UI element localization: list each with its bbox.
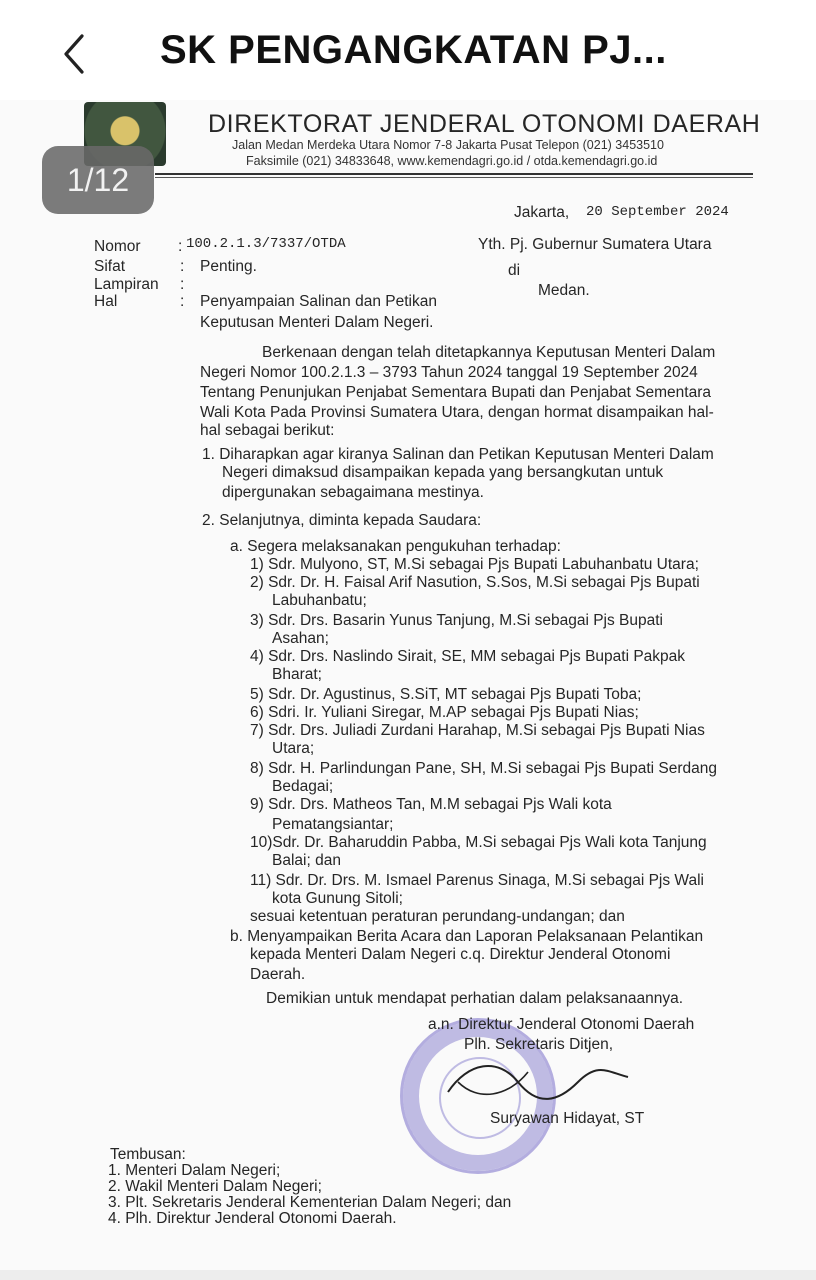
nomor-value: 100.2.1.3/7337/OTDA (186, 236, 346, 252)
recipient-city: Medan. (538, 282, 590, 299)
nomor-label: Nomor (94, 238, 141, 255)
bottom-edge (0, 1270, 816, 1280)
list-item: 4) Sdr. Drs. Naslindo Sirait, SE, MM sebagai Pjs Bupati Pakpak (250, 648, 686, 665)
body-line: hal sebagai berikut: (200, 422, 335, 439)
signature-position: Plh. Sekretaris Ditjen, (464, 1036, 614, 1053)
list-item: Labuhanbatu; (272, 592, 367, 609)
tembusan-item: 1. Menteri Dalam Negeri; (108, 1162, 281, 1179)
letterhead-divider-thin (155, 177, 753, 178)
list-item: kepada Menteri Dalam Negeri c.q. Direktur Jenderal Otonomi (250, 946, 671, 963)
tembusan-item: 3. Plt. Sekretaris Jenderal Kementerian Dalam Negeri; dan (108, 1194, 512, 1211)
document-title: SK PENGANGKATAN PJ... (160, 28, 667, 72)
list-item: Asahan; (272, 630, 329, 647)
app-bar (0, 0, 816, 100)
letterhead-address: Jalan Medan Merdeka Utara Nomor 7-8 Jakarta Pusat Telepon (021) 3453510 (232, 138, 664, 152)
sifat-label: Sifat (94, 258, 126, 275)
list-item: 2) Sdr. Dr. H. Faisal Arif Nasution, S.Sos, M.Si sebagai Pjs Bupati (250, 574, 700, 591)
lampiran-label: Lampiran (94, 276, 159, 293)
list-item: 6) Sdri. Ir. Yuliani Siregar, M.AP sebagai Pjs Bupati Nias; (250, 704, 639, 721)
list-item: a. Segera melaksanakan pengukuhan terhadap: (230, 538, 561, 555)
list-item: 2. Selanjutnya, diminta kepada Saudara: (202, 512, 482, 529)
list-item: kota Gunung Sitoli; (272, 890, 403, 907)
tembusan-item: 4. Plh. Direktur Jenderal Otonomi Daerah. (108, 1210, 397, 1227)
body-line: Wali Kota Pada Provinsi Sumatera Utara, dengan hormat disampaikan hal- (200, 404, 714, 421)
hal-value: Keputusan Menteri Dalam Negeri. (200, 314, 434, 331)
list-item: Bharat; (272, 666, 322, 683)
colon: : (180, 258, 185, 275)
list-item: dipergunakan sebagaimana mestinya. (222, 484, 484, 501)
colon: : (180, 276, 185, 293)
list-item: 9) Sdr. Drs. Matheos Tan, M.M sebagai Pjs Wali kota (250, 796, 612, 813)
list-item: Utara; (272, 740, 315, 757)
body-line: Negeri Nomor 100.2.1.3 – 3793 Tahun 2024 tanggal 19 September 2024 (200, 364, 698, 381)
list-item: Daerah. (250, 966, 306, 983)
sifat-value: Penting. (200, 258, 257, 275)
body-line: Berkenaan dengan telah ditetapkannya Keputusan Menteri Dalam (262, 344, 716, 361)
back-arrow-icon[interactable] (52, 30, 100, 78)
letter-date: 20 September 2024 (586, 204, 729, 220)
page-indicator: 1/12 (42, 146, 154, 214)
list-item: Bedagai; (272, 778, 334, 795)
body-line: Tentang Penunjukan Penjabat Sementara Bupati dan Penjabat Sementara (200, 384, 712, 401)
signature-icon (438, 1052, 638, 1112)
list-item: 7) Sdr. Drs. Juliadi Zurdani Harahap, M.Si sebagai Pjs Bupati Nias (250, 722, 705, 739)
list-item: 11) Sdr. Dr. Drs. M. Ismael Parenus Sinaga, M.Si sebagai Pjs Wali (250, 872, 704, 889)
tembusan-item: 2. Wakil Menteri Dalam Negeri; (108, 1178, 322, 1195)
list-item: Negeri dimaksud disampaikan kepada yang bersangkutan untuk (222, 464, 664, 481)
list-item: 1) Sdr. Mulyono, ST, M.Si sebagai Pjs Bupati Labuhanbatu Utara; (250, 556, 699, 573)
list-item: 10)Sdr. Dr. Baharuddin Pabba, M.Si sebagai Pjs Wali kota Tanjung (250, 834, 707, 851)
hal-value: Penyampaian Salinan dan Petikan (200, 293, 437, 310)
letterhead-divider (155, 173, 753, 175)
list-item: b. Menyampaikan Berita Acara dan Laporan Pelaksanaan Pelantikan (230, 928, 704, 945)
colon: : (180, 293, 185, 310)
recipient: Yth. Pj. Gubernur Sumatera Utara (478, 236, 712, 253)
hal-label: Hal (94, 293, 118, 310)
list-item: sesuai ketentuan peraturan perundang-undangan; dan (250, 908, 625, 925)
place-label: Jakarta, (514, 204, 570, 221)
recipient-di: di (508, 262, 521, 279)
list-item: 5) Sdr. Dr. Agustinus, S.SiT, MT sebagai Pjs Bupati Toba; (250, 686, 642, 703)
tembusan-label: Tembusan: (110, 1146, 186, 1163)
letterhead-contact: Faksimile (021) 34833648, www.kemendagri.go.id / otda.kemendagri.go.id (246, 154, 658, 168)
list-item: 8) Sdr. H. Parlindungan Pane, SH, M.Si sebagai Pjs Bupati Serdang (250, 760, 717, 777)
list-item: Pematangsiantar; (272, 816, 394, 833)
closing-line: Demikian untuk mendapat perhatian dalam pelaksanaannya. (266, 990, 684, 1007)
document-page[interactable] (0, 100, 816, 1270)
colon: : (178, 238, 183, 255)
list-item: 1. Diharapkan agar kiranya Salinan dan Petikan Keputusan Menteri Dalam (202, 446, 714, 463)
list-item: Balai; dan (272, 852, 341, 869)
signature-title: a.n. Direktur Jenderal Otonomi Daerah (428, 1016, 695, 1033)
letterhead-org-name: DIREKTORAT JENDERAL OTONOMI DAERAH (208, 110, 761, 138)
list-item: 3) Sdr. Drs. Basarin Yunus Tanjung, M.Si sebagai Pjs Bupati (250, 612, 663, 629)
signer-name: Suryawan Hidayat, ST (490, 1110, 645, 1127)
